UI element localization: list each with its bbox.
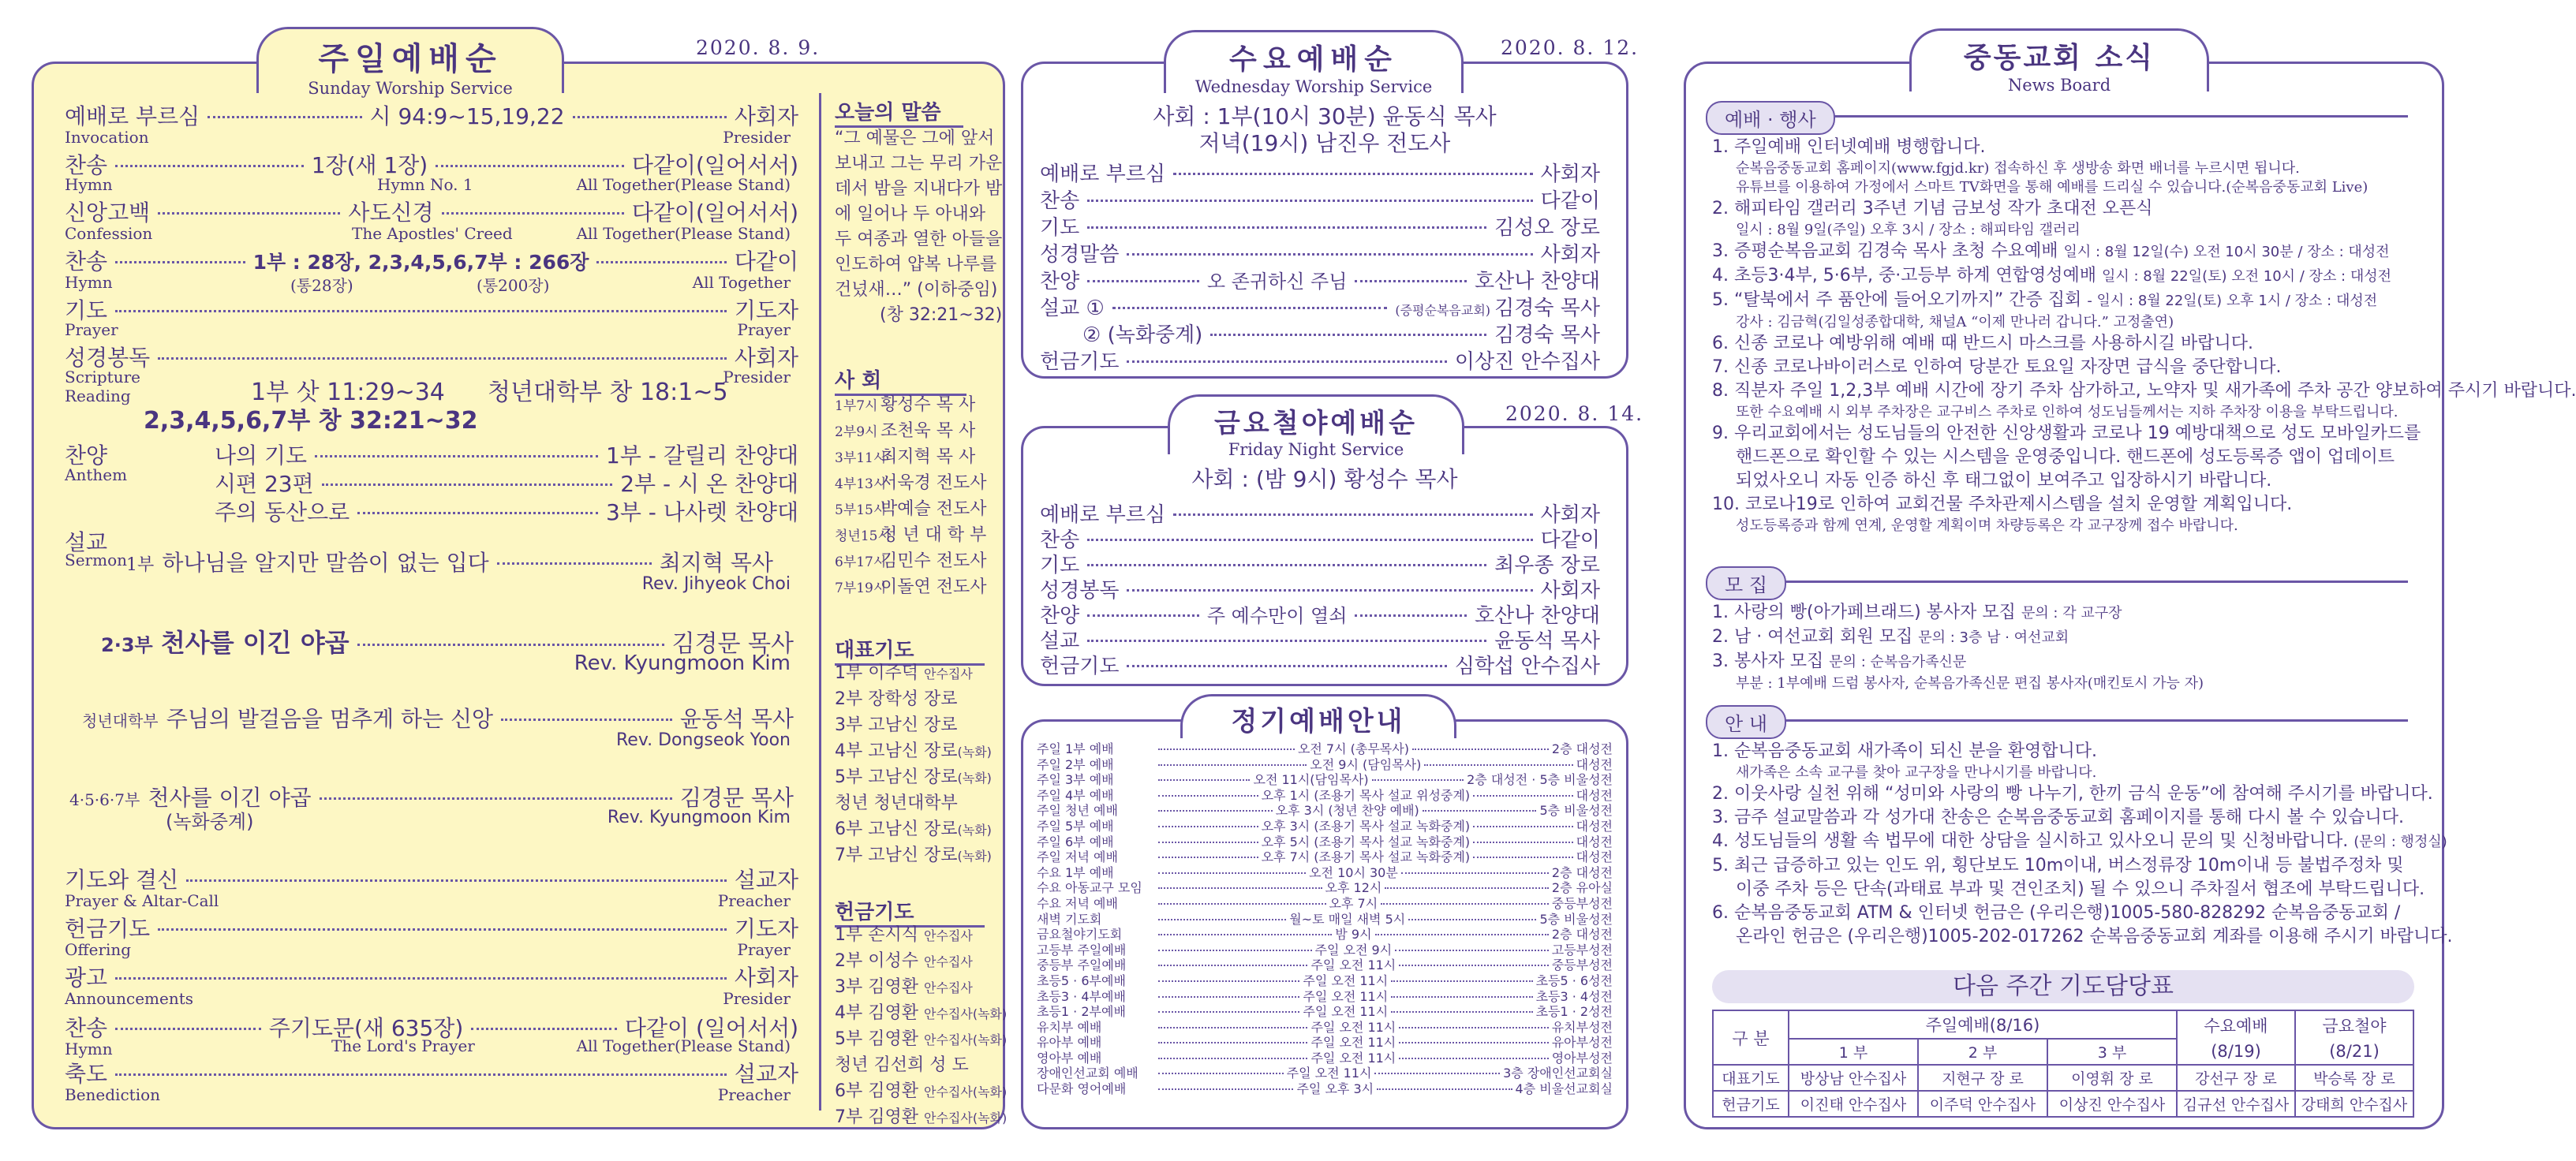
duty-title: 다음 주간 기도담당표 [1712, 970, 2414, 1003]
news-item: 1. 주일예배 인터넷예배 병행합니다. 순복음중동교회 홈페이지(www.fgjd.kr) 접속하신 후 생방송 화면 배너를 누르시면 됩니다. 유튜브를 이용하여 가정에서 스마트 TV화면을 통해 예배를 드리실 수 있습니다.(순복음중동교회 Live) [1712, 137, 2368, 196]
order-row: 기도와 결신 설교자 [65, 867, 798, 893]
regular-row: 고등부 주일예배 주일 오전 9시 고등부성전 [1037, 942, 1613, 958]
order-ko: 찬양 [65, 442, 108, 469]
regular-row: 장애인선교회 예배 주일 오전 11시 3층 장애인선교회실 [1037, 1066, 1613, 1081]
regular-row: 수요 저녁 예배 오후 7시 중등부성전 [1037, 895, 1613, 911]
regular-row: 영아부 예배 주일 오전 11시 영아부성전 [1037, 1050, 1613, 1066]
order-en: Prayer [65, 320, 118, 339]
news-item: 2. 남 · 여선교회 회원 모집 문의 : 3층 남 · 여선교회 [1712, 627, 2069, 647]
regular-row: 초등5 · 6부예배 주일 오전 11시 초등5 · 6성전 [1037, 972, 1613, 988]
order-en: Hymn [65, 175, 113, 194]
news-item: 7. 신종 코로나바이러스로 인하여 당분간 토요일 자장면 급식을 중단합니다. [1712, 357, 2282, 377]
regular-row: 유아부 예배 주일 오전 11시 유아부성전 [1037, 1035, 1613, 1051]
order-en: Anthem [65, 465, 128, 484]
order-mid-en: (통200장) [477, 276, 550, 295]
regular-row: 주일 6부 예배 오후 5시 (조용기 목사 설교 녹화중계) 대성전 [1037, 834, 1613, 849]
regular-row: 유치부 예배 주일 오전 11시 유치부성전 [1037, 1019, 1613, 1035]
sermon-row: 청년대학부 주님의 발걸음을 멈추게 하는 신앙 윤동석 목사 [82, 706, 794, 732]
leader-title: 사 회 [835, 364, 966, 396]
sunday-subtitle: Sunday Worship Service [308, 79, 513, 98]
regular-row: 주일 1부 예배 오전 7시 (총무목사) 2층 대성전 [1037, 741, 1613, 756]
friday-title: 금요철야예배순 [1214, 408, 1418, 439]
duty-header: 구 분 [1713, 1010, 1789, 1065]
offer-list: 1부 손시식 안수집사 2부 이성수 안수집사 3부 김영환 안수집사 4부 김영환 안수집사(녹화) 5부 김영환 안수집사(녹화) 청년 김선희 성 도 6부 김영환 안수집사(녹화) 7부 김영환 안수집사(녹화) [835, 925, 1008, 1127]
duty-header: (8/21) [2295, 1039, 2413, 1065]
news-guide-list [1712, 740, 2453, 949]
prayer-title: 대표기도 [835, 634, 985, 666]
order-row: 찬송 다같이 [1040, 189, 1600, 213]
news-item: 3. 증평순복음교회 김경숙 목사 초청 수요예배 일시 : 8월 12일(수) 오전 10시 30분 / 장소 : 대성전 [1712, 241, 2390, 261]
regular-row: 수요 아동교구 모임 오후 12시 2층 유아실 [1037, 880, 1613, 896]
news-title: 중동교회 소식 [1963, 42, 2155, 74]
reading-3: 2,3,4,5,6,7부 창 32:21~32 [144, 407, 478, 435]
duty-header: 주일예배(8/16) [1789, 1010, 2177, 1039]
regular-row: 주일 3부 예배 오전 11시(담임목사) 2층 대성전 · 5층 비울성전 [1037, 772, 1613, 788]
duty-header: 3 부 [2047, 1039, 2177, 1065]
order-ren: Presider [723, 368, 791, 386]
order-row: 성경말씀 사회자 [1040, 243, 1600, 267]
news-item: 3. 금주 설교말씀과 각 성가대 찬송은 순복음중동교회 홈페이지를 통해 다시 볼 수 있습니다. [1712, 808, 2404, 827]
regular-row: 주일 청년 예배 오후 3시 (청년 찬양 예배) 5층 비울성전 [1037, 803, 1613, 819]
order-row: 신앙고백 사도신경 다같이(일어서서) [65, 200, 798, 226]
section-header-guide: 안 내 [1706, 705, 1786, 739]
order-row: 광고 사회자 [65, 965, 798, 991]
news-item: 2. 해피타임 갤러리 3주년 기념 금보성 작가 초대전 오픈식 일시 : 8월 9일(주일) 오후 3시 / 장소 : 해피타임 갤러리 [1712, 199, 2153, 238]
section-rule [1785, 580, 2408, 583]
regular-row: 새벽 기도회 월~토 매일 새벽 5시 5층 비울성전 [1037, 911, 1613, 927]
sunday-title-tab [256, 27, 564, 98]
regular-row: 중등부 주일예배 주일 오전 11시 중등부성전 [1037, 958, 1613, 973]
friday-title-tab [1168, 394, 1464, 459]
order-row: 찬양 오 존귀하신 주님 호산나 찬양대 [1040, 270, 1600, 293]
order-row: 헌금기도 심학섭 안수집사 [1040, 655, 1600, 678]
friday-subtitle: Friday Night Service [1228, 440, 1404, 459]
sermon-en: Rev. Jihyeok Choi [641, 574, 791, 594]
offer-title: 헌금기도 [835, 896, 985, 928]
duty-row: 대표기도 방상남 안수집사 지현구 장 로 이영휘 장 로 강선구 장 로 박승록 장 로 [1713, 1065, 2413, 1091]
news-title-tab [1909, 28, 2209, 95]
order-row: 예배로 부르심 사회자 [1040, 503, 1600, 527]
regular-title-tab [1180, 694, 1456, 738]
anthem-row: 주의 동산으로 3부 - 나사렛 찬양대 [215, 499, 798, 525]
section-header-events: 예배 · 행사 [1706, 101, 1835, 135]
order-ren: Preacher [717, 891, 791, 910]
friday-date: 2020. 8. 14. [1505, 402, 1644, 425]
order-row: 기도 기도자 [65, 297, 798, 323]
sermon-en: Rev. Dongseok Yoon [615, 730, 791, 750]
duty-header: (8/19) [2177, 1039, 2295, 1065]
order-row: 설교 ① (증평순복음교회) 김경숙 목사 [1040, 297, 1600, 320]
friday-host: 사회 : (밤 9시) 황성수 목사 [1191, 466, 1458, 492]
duty-header: 1 부 [1789, 1039, 1918, 1065]
wednesday-subtitle: Wednesday Worship Service [1195, 77, 1433, 96]
anthem-row: 나의 기도 1부 - 갈릴리 찬양대 [215, 442, 798, 469]
wednesday-host: 저녁(19시) 남진우 전도사 [1198, 130, 1451, 156]
order-mid-en: Hymn No. 1 [377, 175, 473, 194]
order-row: 설교 윤동석 목사 [1040, 629, 1600, 653]
order-ren: All Together(Please Stand) [576, 224, 791, 243]
order-mid-en: (통28장) [290, 276, 353, 295]
order-row: 찬송 1부 : 28장, 2,3,4,5,6,7부 : 266장 다같이 [65, 248, 799, 274]
news-events-list [1712, 136, 2576, 536]
wednesday-title-tab [1164, 30, 1464, 96]
order-ren: Prayer [737, 320, 791, 339]
order-row: 찬양 주 예수만이 열쇠 호산나 찬양대 [1040, 604, 1600, 628]
news-item: 3. 봉사자 모집 문의 : 순복음가족신문 부분 : 1부예배 드럼 봉사자, 순복음가족신문 편집 봉사자(매킨토시 가능 자) [1712, 651, 2204, 692]
news-item: 6. 순복음중동교회 ATM & 인터넷 헌금은 (우리은행)1005-580-828292 순복음중동교회 / 온라인 헌금은 (우리은행)1005-202-017262 순복음중동교회 계좌를 이용해 주시기 바랍니다. [1712, 903, 2453, 946]
duty-header: 금요철야 [2295, 1010, 2413, 1039]
order-row: 헌금기도 이상진 안수집사 [1040, 350, 1600, 374]
section-rule [1785, 719, 2408, 722]
regular-row: 초등1 · 2부예배 주일 오전 11시 초등1 · 2성전 [1037, 1004, 1613, 1020]
order-row: 축도 설교자 [65, 1061, 798, 1087]
sermon-en: Rev. Kyungmoon Kim [607, 808, 791, 827]
order-en: Hymn [65, 273, 113, 292]
news-item: 5. 최근 급증하고 있는 인도 위, 횡단보도 10m이내, 버스정류장 10m이내 등 불법주정차 및 이중 주차 등은 단속(과태료 부과 및 견인조치) 될 수 있으니 주차질서 협조에 부탁드립니다. [1712, 856, 2425, 899]
regular-row: 수요 1부 예배 오전 10시 30분 2층 대성전 [1037, 864, 1613, 880]
regular-list [1037, 741, 1613, 1097]
regular-row: 다문화 영어예배 주일 오후 3시 4층 비울선교회실 [1037, 1081, 1613, 1097]
wednesday-date: 2020. 8. 12. [1501, 36, 1639, 59]
sermon-sub: (녹화중계) [166, 811, 254, 833]
anthem-row: 시편 23편 2부 - 시 온 찬양대 [215, 471, 798, 497]
news-recruit-list [1712, 601, 2438, 693]
section-header-recruit: 모 집 [1706, 566, 1786, 600]
sermon-row: 4·5·6·7부 천사를 이긴 야곱 김경문 목사 [69, 785, 794, 811]
regular-row: 초등3 · 4부예배 주일 오전 11시 초등3 · 4성전 [1037, 988, 1613, 1004]
order-en: Reading [65, 386, 131, 405]
reading-2: 청년대학부 창 18:1~5 [488, 379, 728, 406]
news-item: 10. 코로나19로 인하여 교회건물 주차관제시스템을 설치 운영할 계획입니다. 성도등록증과 함께 연계, 운영할 계획이며 차량등록은 각 교구장께 접수 바랍니다. [1712, 495, 2293, 534]
verse-title: 오늘의 말씀 [835, 96, 963, 128]
order-en: Hymn [65, 1040, 113, 1058]
news-item: 8. 직분자 주일 1,2,3부 예배 시간에 장기 주차 삼가하고, 노약자 및 새가족에 주차 공간 양보하여 주시기 바랍니다. 또한 수요예배 시 외부 주차장은 교구비스 주차로 인하여 성도님들께서는 지하 주차장 이용을 부탁드립니다. [1712, 381, 2576, 420]
order-en: Invocation [65, 128, 149, 147]
sunday-divider [819, 93, 821, 1111]
regular-row: 주일 5부 예배 오후 3시 (조용기 목사 설교 녹화중계) 대성전 [1037, 818, 1613, 834]
order-mid-en: The Lord's Prayer [331, 1036, 475, 1055]
regular-row: 주일 저녁 예배 오후 7시 (조용기 목사 설교 녹화중계) 대성전 [1037, 849, 1613, 865]
order-row: ② (녹화중계) 김경숙 목사 [1082, 323, 1600, 347]
order-row: 찬송 1장(새 1장) 다같이(일어서서) [65, 152, 799, 178]
regular-row: 금요철야기도회 밤 9시 2층 대성전 [1037, 927, 1613, 943]
order-en: Prayer & Altar-Call [65, 891, 219, 910]
news-item: 5. “탈북에서 주 품안에 들어오기까지” 간증 집회 - 일시 : 8월 22일(토) 오후 1시 / 장소 : 대성전 강사 : 김금혁(김일성종합대학, 채널A “이제 만나러 갑니다.” 고정출연) [1712, 290, 2378, 330]
sunday-title: 주일예배순 [318, 41, 503, 77]
sermon-row: 2·3부 천사를 이긴 야곱 김경문 목사 [101, 628, 794, 658]
duty-header: 2 부 [1918, 1039, 2047, 1065]
order-row: 기도 최우종 장로 [1040, 554, 1600, 577]
order-row: 기도 김성오 장로 [1040, 216, 1600, 240]
order-ren: All Together(Please Stand) [576, 1036, 791, 1055]
sermon-row: 1부 하나님을 알지만 말씀이 없는 입다 최지혁 목사 [126, 550, 773, 576]
order-row: 헌금기도 기도자 [65, 916, 798, 942]
order-ren: All Together(Please Stand) [576, 175, 791, 194]
sermon-en: Rev. Kyungmoon Kim [574, 651, 791, 675]
verse-text: “그 예물은 그에 앞서 보내고 그는 무리 가운 데서 밤을 지내다가 밤 에 일어나 두 아내와 두 여종과 열한 아들을 인도하여 얍복 나루를 건넜새…” (이하중임) (창 32:21~32) [835, 129, 1003, 325]
order-row: 성경봉독 사회자 [1040, 579, 1600, 603]
duty-header: 수요예배 [2177, 1010, 2295, 1039]
news-item: 9. 우리교회에서는 성도님들의 안전한 신앙생활과 코로나 19 예방대책으로 성도 모바일카드를 핸드폰으로 확인할 수 있는 시스템을 운영중입니다. 핸드폰에 성도등록증 앱이 업데이트 되었사오니 자동 인증 하신 후 태그없이 보여주고 입장하시기 바랍니다. [1712, 424, 2421, 491]
order-ko: 설교 [65, 529, 108, 555]
reading-1: 1부 삿 11:29~34 [251, 379, 445, 406]
order-ren: Presider [723, 128, 791, 147]
duty-row: 헌금기도 이진태 안수집사 이주덕 안수집사 이상진 안수집사 김규선 안수집사 강태희 안수집사 [1713, 1091, 2413, 1117]
order-en: Sermon [65, 551, 127, 569]
sunday-date: 2020. 8. 9. [696, 36, 821, 59]
order-en: Announcements [65, 989, 194, 1008]
order-row: 성경봉독 사회자 [65, 345, 798, 371]
order-en: Benediction [65, 1085, 161, 1104]
leader-list: 1부7시 황성수 목 사 2부9시 조천욱 목 사 3부11시최지혁 목 사 4부13시서욱경 전도사 5부15시박예슬 전도사 청년15시청 년 대 학 부 6부17시김민수 전도사 7부19시이돌연 전도사 [835, 395, 987, 597]
order-row: 예배로 부르심 사회자 [1040, 162, 1600, 186]
order-ren: Preacher [717, 1085, 791, 1104]
news-item: 2. 이웃사랑 실천 위해 “성미와 사랑의 빵 나누기, 한끼 금식 운동”에 참여해 주시기를 바랍니다. [1712, 784, 2433, 804]
order-ren: Presider [723, 989, 791, 1008]
order-row: 찬송 다같이 [1040, 528, 1600, 552]
order-ren: All Together [692, 273, 791, 292]
order-en: Confession [65, 224, 153, 243]
news-item: 1. 사랑의 빵(아가페브래드) 봉사자 모집 문의 : 각 교구장 [1712, 603, 2122, 622]
order-en: Offering [65, 940, 132, 959]
duty-table [1712, 1010, 2414, 1118]
order-row: 찬송 주기도문(새 635장) 다같이 (일어서서) [65, 1015, 798, 1041]
regular-title: 정기예배안내 [1231, 706, 1406, 737]
news-item: 1. 순복음중동교회 새가족이 되신 분을 환영합니다. 새가족은 소속 교구를 찾아 교구장을 만나시기를 바랍니다. [1712, 741, 2098, 781]
wednesday-title: 수요예배순 [1229, 43, 1398, 76]
order-mid-en: The Apostles' Creed [352, 224, 513, 243]
wednesday-host: 사회 : 1부(10시 30분) 윤동식 목사 [1153, 103, 1497, 129]
prayer-list: 1부 이주덕 안수집사 2부 장학성 장로 3부 고남신 장로 4부 고남신 장로(녹화) 5부 고남신 장로(녹화) 청년 청년대학부 6부 고남신 장로(녹화) 7부 고남신 장로(녹화) [835, 663, 992, 865]
order-ren: Prayer [737, 940, 791, 959]
order-row: 예배로 부르심 시 94:9~15,19,22 사회자 [65, 103, 798, 129]
regular-row: 주일 2부 예배 오전 9시 (담임목사) 대성전 [1037, 756, 1613, 772]
news-item: 6. 신종 코로나 예방위해 예배 때 반드시 마스크를 사용하시길 바랍니다. [1712, 334, 2253, 353]
news-item: 4. 초등3·4부, 5·6부, 중·고등부 하계 연합영성예배 일시 : 8월 22일(토) 오전 10시 / 장소 : 대성전 [1712, 266, 2392, 286]
regular-row: 주일 4부 예배 오후 1시 (조용기 목사 설교 위성중계) 대성전 [1037, 787, 1613, 803]
news-subtitle: News Board [2007, 76, 2111, 95]
section-rule [1785, 115, 2408, 118]
news-item: 4. 성도님들의 생활 속 법무에 대한 상담을 실시하고 있사오니 문의 및 신청바랍니다. (문의 : 행정실) [1712, 831, 2447, 851]
order-en: Scripture [65, 368, 140, 386]
